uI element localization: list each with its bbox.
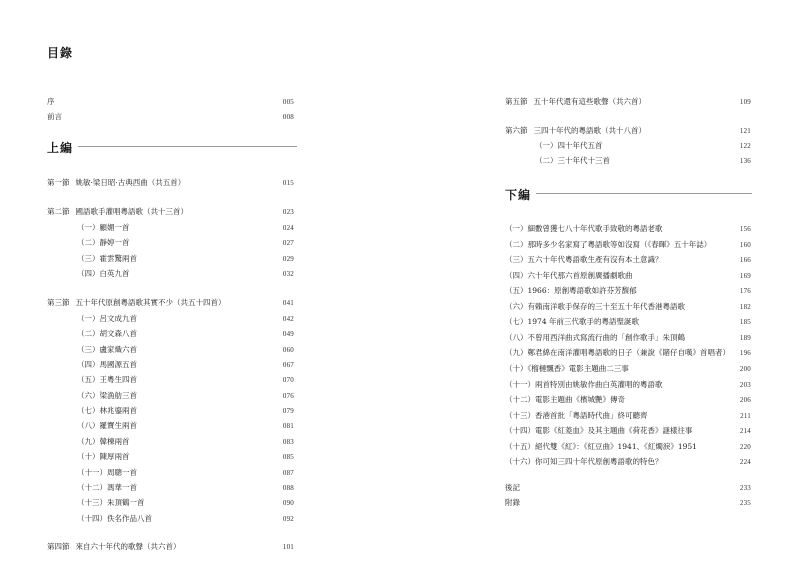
- page-number: 182: [739, 302, 751, 311]
- toc-entry[interactable]: [505, 456, 751, 468]
- page-number: 122: [739, 142, 751, 150]
- page-number: 166: [739, 256, 751, 265]
- toc-entry[interactable]: [505, 441, 751, 453]
- entry-label: （四）六十年代那六首原創廣播劇歌曲: [505, 270, 633, 280]
- entry-title: [47, 297, 226, 309]
- toc-entry[interactable]: [505, 410, 751, 422]
- toc-title: 目錄: [47, 46, 74, 60]
- entry-label: （十）陳厚兩首: [77, 452, 130, 462]
- entry-title: [47, 451, 130, 463]
- toc-subentry[interactable]: [47, 253, 294, 265]
- page-number: 008: [282, 113, 294, 121]
- page-number: 088: [282, 483, 294, 492]
- page-number: 214: [739, 427, 751, 436]
- entry-title: [505, 285, 637, 297]
- entry-title: [505, 270, 633, 282]
- entry-title: [47, 344, 137, 356]
- toc-entry[interactable]: [505, 332, 751, 344]
- entry-title: [47, 467, 137, 479]
- entry-title: [47, 497, 145, 509]
- page-number: 092: [282, 514, 294, 523]
- page-number: 169: [739, 271, 751, 280]
- page-number: 121: [739, 127, 751, 135]
- entry-title: [505, 140, 603, 152]
- entry-label: （八）羅寶生兩首: [77, 421, 137, 431]
- entry-label: （四）馬國源五首: [77, 360, 137, 370]
- entry-title: [47, 328, 137, 340]
- page-number: 079: [282, 407, 294, 416]
- toc-entry[interactable]: [505, 254, 751, 266]
- toc-entry[interactable]: [505, 347, 751, 359]
- entry-label: （九）鄭君綿在南洋灌唱粵語歌的日子（兼說《賭仔自嘆》首唱者）: [505, 348, 730, 358]
- entry-title: [505, 456, 663, 468]
- toc-subentry[interactable]: [47, 390, 294, 402]
- part-title: 下編: [505, 188, 532, 202]
- page-number: 060: [282, 345, 294, 354]
- section-number: 第三節: [47, 298, 70, 307]
- page-number: 070: [282, 376, 294, 385]
- toc-subentry[interactable]: [47, 482, 294, 494]
- entry-title: [505, 301, 685, 313]
- toc-entry[interactable]: [505, 394, 751, 406]
- entry-label: （一）細數曾獲七八十年代歌手致敬的粵語老歌: [505, 224, 663, 233]
- toc-entry[interactable]: [47, 111, 294, 123]
- toc-subentry[interactable]: [47, 467, 294, 479]
- toc-entry[interactable]: [505, 285, 751, 297]
- entry-label: （十六）你可知三四十年代原創粵語歌的特色？: [505, 457, 663, 467]
- page-number: 023: [282, 208, 294, 216]
- toc-section-entry[interactable]: [47, 297, 294, 309]
- entry-label: 後記: [505, 483, 520, 492]
- toc-subentry[interactable]: [47, 374, 294, 386]
- toc-entry[interactable]: [505, 497, 751, 509]
- toc-section-entry[interactable]: [505, 125, 751, 137]
- entry-label: （七）1974 年前三代歌手的粵語聖誕歌: [505, 317, 639, 327]
- entry-label: （十三）朱頂鶴一首: [77, 498, 145, 508]
- toc-subentry[interactable]: [47, 344, 294, 356]
- divider-rule: [536, 193, 752, 194]
- entry-title: [47, 513, 152, 525]
- entry-title: [505, 482, 520, 494]
- page-number: 109: [739, 98, 751, 106]
- entry-title: [505, 379, 663, 391]
- toc-entry[interactable]: [505, 301, 751, 313]
- entry-title: [47, 313, 137, 325]
- entry-label: （十四）電影《紅菱血》及其主題曲《荷花香》謎樣往事: [505, 426, 693, 436]
- entry-label: （三）五六十年代粵語歌生產有沒有本土意識？: [505, 255, 663, 265]
- page-number: 081: [282, 422, 294, 431]
- toc-subentry[interactable]: [47, 436, 294, 448]
- entry-title: [47, 111, 62, 123]
- entry-title: [505, 425, 693, 437]
- entry-label: （十一）周聰一首: [77, 467, 137, 477]
- page-number: 085: [282, 453, 294, 462]
- entry-title: [47, 237, 130, 249]
- page-number: 233: [739, 484, 751, 492]
- toc-section-entry[interactable]: [505, 96, 751, 108]
- page-number: 136: [739, 157, 751, 165]
- entry-label: （七）林兆鎏兩首: [77, 406, 137, 416]
- entry-label: （三）盧家熾六首: [77, 344, 137, 354]
- entry-title: [505, 410, 648, 422]
- entry-title: [47, 268, 130, 280]
- page-number: 235: [739, 499, 751, 507]
- page-number: 101: [282, 543, 294, 551]
- toc-subentry[interactable]: [505, 155, 751, 167]
- entry-label: （九）韓棟兩首: [77, 436, 130, 446]
- entry-title: [505, 155, 610, 167]
- entry-label: （二）胡文森八首: [77, 329, 137, 339]
- page-number: 027: [282, 239, 294, 248]
- toc-entry[interactable]: [505, 425, 751, 437]
- entry-label: （八）不曾用西洋曲式寫流行曲的「創作歌手」朱頂鶴: [505, 332, 685, 342]
- entry-label: 姚敏·梁日昭·古典西曲（共五首）: [75, 178, 186, 187]
- entry-label: （一）四十年代五首: [535, 141, 603, 150]
- toc-section-entry[interactable]: [47, 541, 294, 553]
- entry-label: （六）梁漁舫三首: [77, 390, 137, 400]
- page-number: 076: [282, 391, 294, 400]
- entry-title: [47, 359, 137, 371]
- toc-subentry[interactable]: [47, 451, 294, 463]
- section-number: 第四節: [47, 542, 70, 551]
- entry-label: 前言: [47, 112, 62, 121]
- toc-subentry[interactable]: [47, 420, 294, 432]
- section-number: 第五節: [505, 97, 528, 106]
- page-number: 200: [739, 364, 751, 373]
- entry-label: （六）有賴南洋歌手保存的三十至五十年代香港粵語歌: [505, 301, 685, 311]
- entry-title: [505, 347, 730, 359]
- entry-label: 來自六十年代的歌聲（共六首）: [75, 542, 181, 551]
- entry-label: 附錄: [505, 498, 520, 507]
- entry-title: [505, 363, 629, 375]
- entry-label: （二）那時多少名家寫了粵語歌等如沒寫（《春暉》五十年誌）: [505, 239, 712, 249]
- page-number: 156: [739, 225, 751, 233]
- entry-title: [47, 541, 181, 553]
- toc-subentry[interactable]: [47, 237, 294, 249]
- entry-label: 五十年代原創粵語歌其實不少（共五十四首）: [75, 298, 226, 307]
- toc-entry[interactable]: [505, 316, 751, 328]
- entry-label: （十五）絕代雙《紅》：《紅豆曲》1941、《紅燭淚》1951: [505, 441, 697, 451]
- toc-entry[interactable]: [505, 482, 751, 494]
- entry-label: （四）白英九首: [77, 268, 130, 278]
- entry-title: [47, 177, 185, 189]
- page-number: 203: [739, 380, 751, 389]
- entry-label: （一）呂文成九首: [77, 314, 137, 323]
- part-title: 上編: [47, 141, 74, 155]
- entry-title: [47, 390, 137, 402]
- toc-entry[interactable]: [505, 239, 751, 251]
- entry-title: [505, 497, 520, 509]
- toc-entry[interactable]: [505, 223, 751, 235]
- toc-section-entry[interactable]: [47, 177, 294, 189]
- page-number: 041: [282, 299, 294, 307]
- entry-title: [47, 436, 130, 448]
- entry-title: [47, 206, 188, 218]
- entry-label: 序: [47, 97, 55, 106]
- entry-label: 國語歌手灌唱粵語歌（共十三首）: [75, 207, 188, 216]
- toc-entry[interactable]: [505, 270, 751, 282]
- entry-title: [505, 316, 639, 328]
- entry-title: [47, 374, 137, 386]
- entry-title: [505, 332, 685, 344]
- section-number: 第六節: [505, 126, 528, 135]
- toc-subentry[interactable]: [47, 405, 294, 417]
- page-number: 015: [282, 179, 294, 187]
- entry-label: （二）三十年代十三首: [535, 156, 610, 165]
- toc-subentry[interactable]: [505, 140, 751, 152]
- entry-label: （十一）兩首特別由姚敏作曲白英灌唱的粵語歌: [505, 379, 663, 389]
- entry-title: [47, 96, 55, 108]
- entry-label: （五）1966：原創粵語歌如許芬芳馥郁: [505, 286, 637, 296]
- page-number: 087: [282, 468, 294, 477]
- page-number: 029: [282, 254, 294, 263]
- page-number: 042: [282, 315, 294, 323]
- toc-subentry[interactable]: [47, 268, 294, 280]
- entry-title: [47, 405, 137, 417]
- entry-title: [505, 441, 697, 453]
- toc-subentry[interactable]: [47, 497, 294, 509]
- toc-subentry[interactable]: [47, 222, 294, 234]
- page-number: 189: [739, 333, 751, 342]
- entry-title: [47, 420, 137, 432]
- entry-title: [505, 394, 625, 406]
- entry-label: （十四）佚名作品八首: [77, 513, 152, 523]
- page-number: 176: [739, 287, 751, 296]
- toc-entry[interactable]: [505, 363, 751, 375]
- page-number: 083: [282, 437, 294, 446]
- entry-label: （十二）馮華一首: [77, 482, 137, 492]
- page-number: 196: [739, 349, 751, 358]
- section-number: 第二節: [47, 207, 70, 216]
- toc-subentry[interactable]: [47, 513, 294, 525]
- entry-label: （十三）香港首批「粵語時代曲」終可聽齊: [505, 410, 648, 420]
- entry-title: [47, 482, 137, 494]
- entry-label: （十）《榴槤飄香》電影主題曲二三事: [505, 363, 629, 373]
- section-number: 第一節: [47, 178, 70, 187]
- page-number: 206: [739, 396, 751, 405]
- toc-subentry[interactable]: [47, 328, 294, 340]
- page-number: 049: [282, 330, 294, 339]
- entry-title: [47, 253, 137, 265]
- entry-label: （五）王粵生四首: [77, 375, 137, 385]
- page-number: 005: [282, 98, 294, 106]
- divider-rule: [78, 146, 297, 147]
- entry-label: 三四十年代的粵語歌（共十八首）: [533, 126, 646, 135]
- entry-title: [505, 254, 663, 266]
- toc-subentry[interactable]: [47, 313, 294, 325]
- entry-title: [505, 223, 663, 235]
- page-number: 185: [739, 318, 751, 327]
- entry-label: 五十年代還有這些歌聲（共六首）: [533, 97, 646, 106]
- page-number: 032: [282, 269, 294, 278]
- entry-label: （十二）電影主題曲《檳城艷》傳奇: [505, 395, 625, 405]
- entry-title: [505, 96, 646, 108]
- toc-subentry[interactable]: [47, 359, 294, 371]
- toc-section-entry[interactable]: [47, 206, 294, 218]
- page-number: 211: [740, 411, 751, 420]
- entry-title: [505, 239, 711, 251]
- page-number: 224: [739, 458, 751, 467]
- entry-label: （二）靜婷一首: [77, 238, 130, 248]
- page-number: 090: [282, 499, 294, 508]
- entry-label: （一）顧媚一首: [77, 223, 130, 232]
- page-number: 024: [282, 224, 294, 232]
- entry-title: [505, 125, 646, 137]
- toc-entry[interactable]: [505, 379, 751, 391]
- toc-entry[interactable]: [47, 96, 294, 108]
- page-number: 067: [282, 361, 294, 370]
- entry-label: （三）霍雲驚兩首: [77, 253, 137, 263]
- page-number: 160: [739, 240, 751, 249]
- entry-title: [47, 222, 130, 234]
- page-number: 220: [739, 442, 751, 451]
